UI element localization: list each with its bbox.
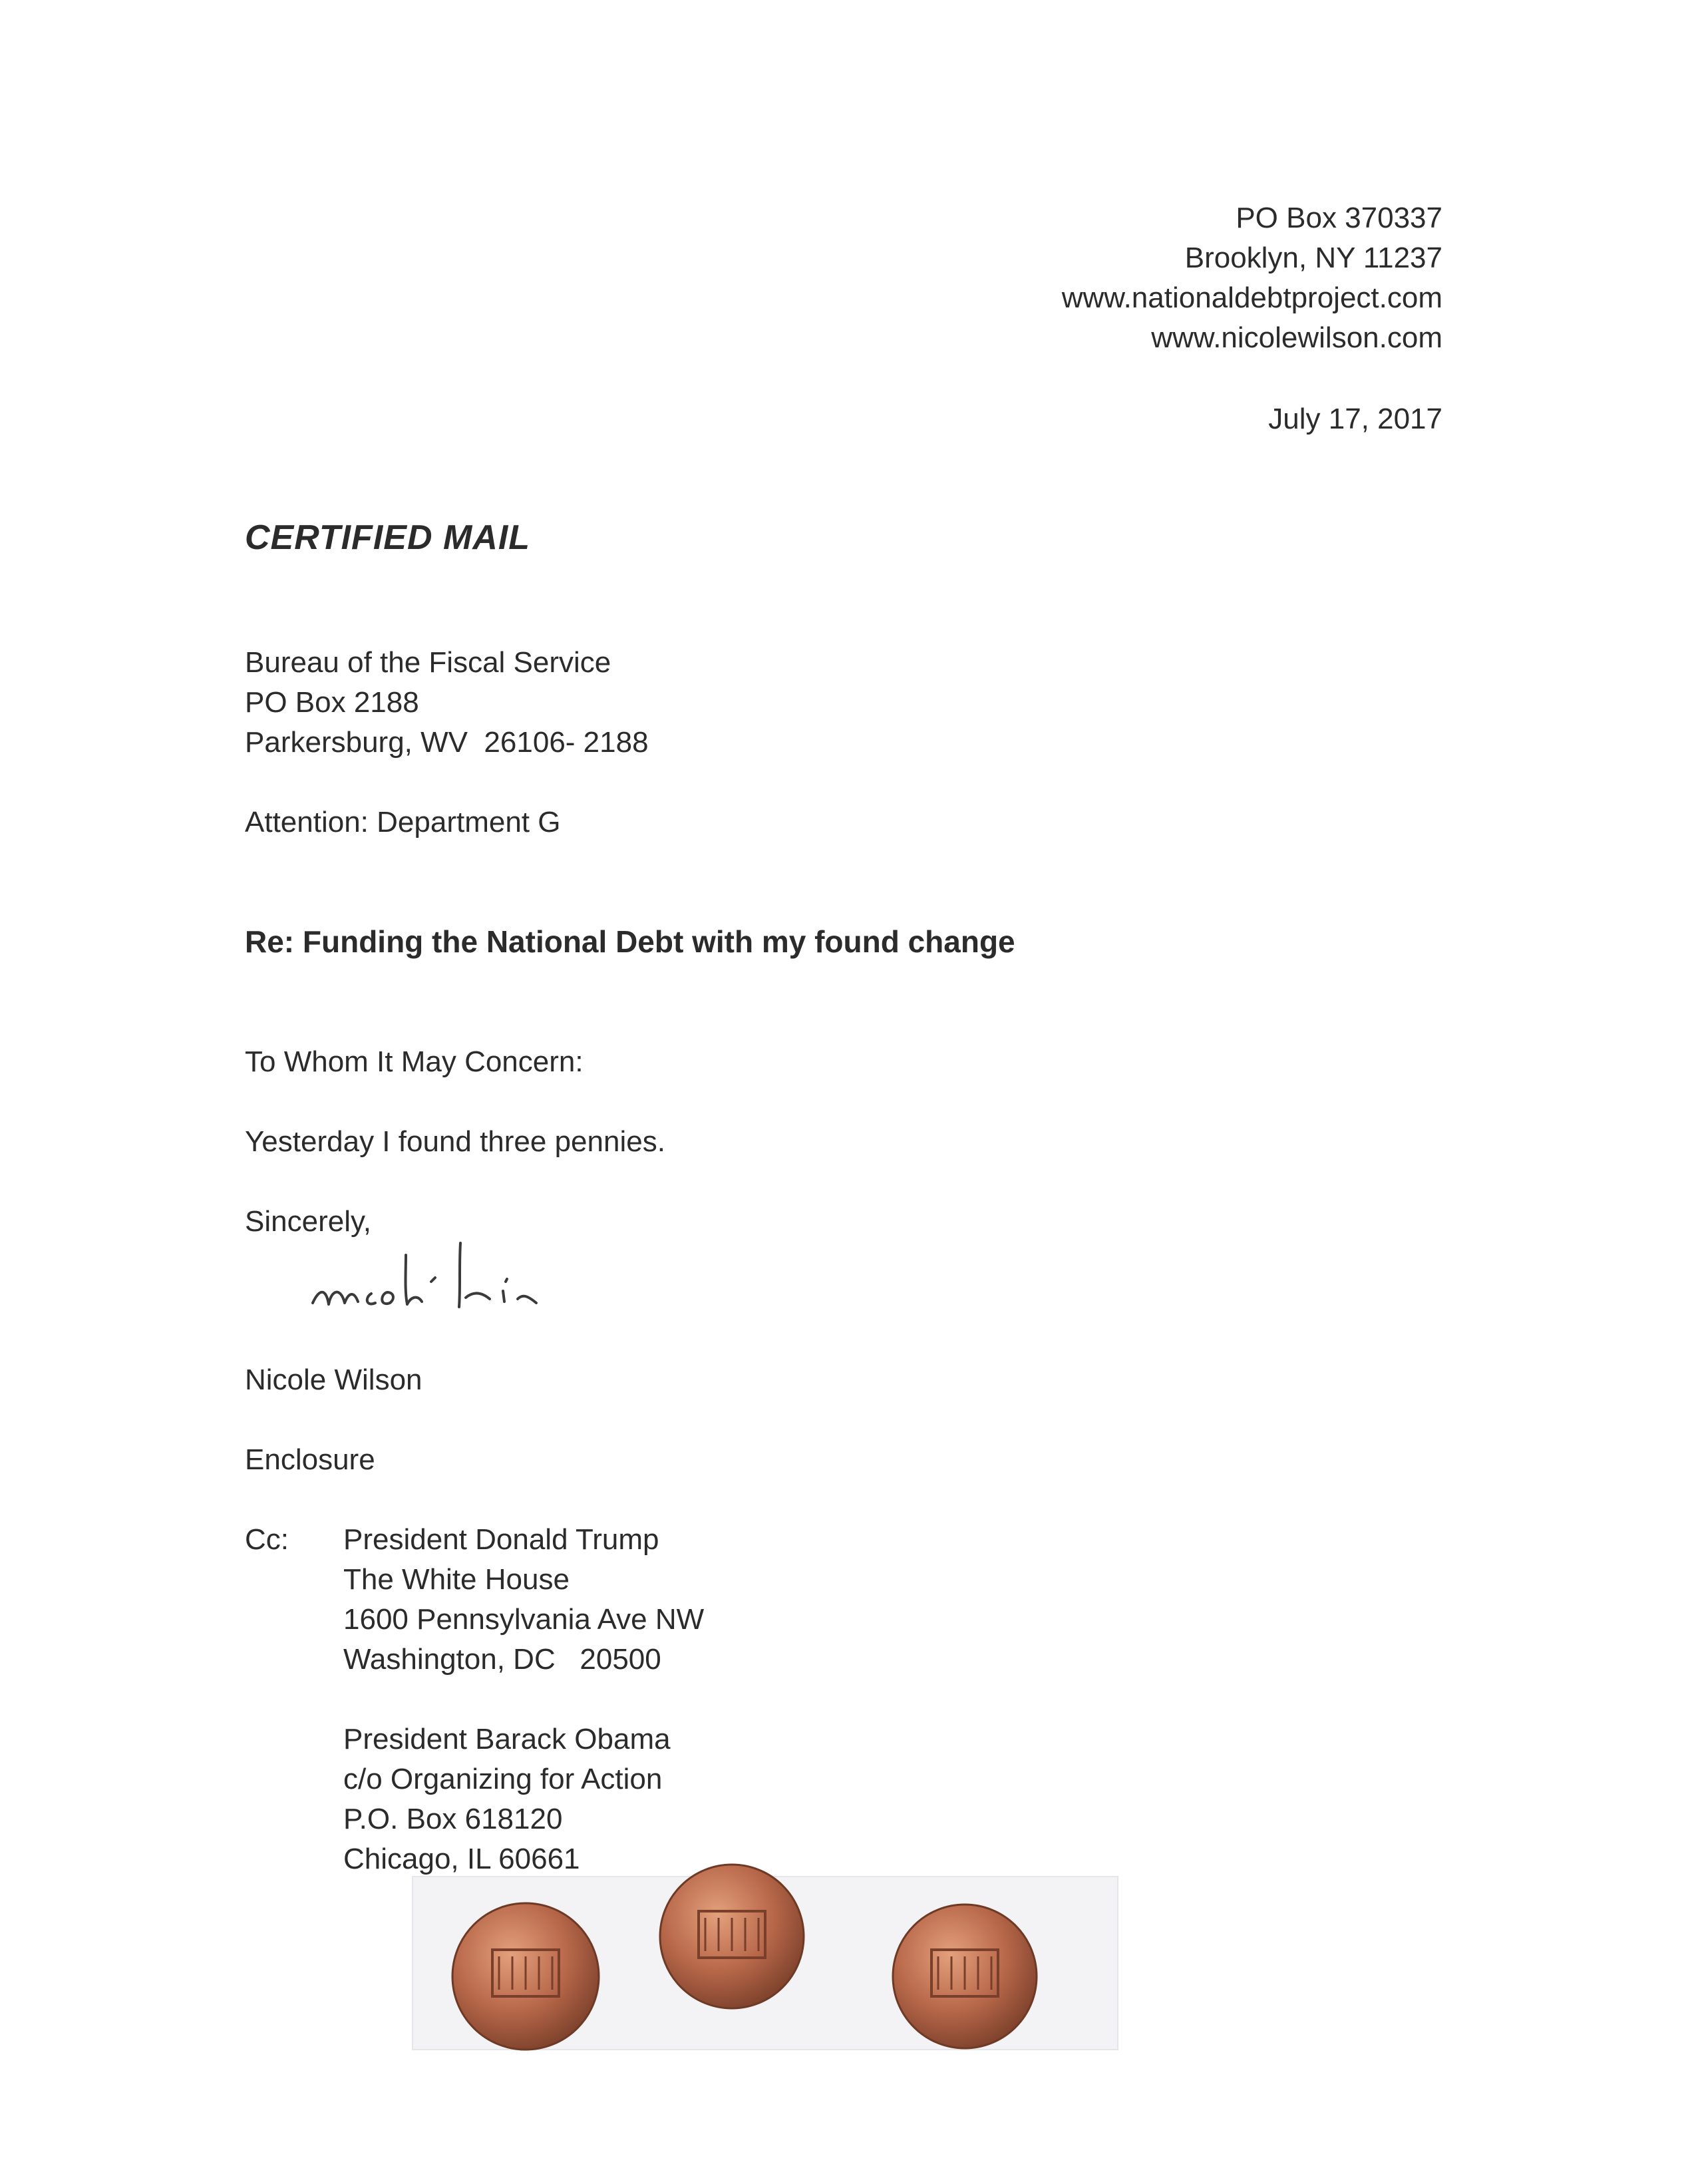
cc-line: Washington, DC 20500 [343,1643,661,1676]
cc-line: President Donald Trump [343,1523,659,1556]
cc-label: Cc: [245,1523,289,1556]
recipient-line: Parkersburg, WV 26106- 2188 [245,726,649,759]
cc-line: P.O. Box 618120 [343,1803,563,1835]
penny-coin [893,1905,1037,2048]
salutation: To Whom It May Concern: [245,1045,584,1078]
sender-line: PO Box 370337 [1236,202,1442,234]
signer-name: Nicole Wilson [245,1364,422,1396]
cc-recipient [343,1520,704,1680]
sender-line: www.nicolewilson.com [1151,321,1442,354]
taped-pennies [399,1850,1131,2076]
cc-line: President Barack Obama [343,1723,671,1755]
certified-mail-heading: CERTIFIED MAIL [245,518,531,557]
closing: Sincerely, [245,1205,371,1238]
penny-coin [660,1865,804,2008]
cc-line: Chicago, IL 60661 [343,1843,580,1875]
penny-coin [452,1903,599,2050]
sender-line: Brooklyn, NY 11237 [1184,242,1442,274]
sender-line: www.nationaldebtproject.com [1061,281,1442,314]
recipient-line: Bureau of the Fiscal Service [245,646,611,679]
cc-line: The White House [343,1563,570,1596]
recipient-line: PO Box 2188 [245,686,419,719]
letter-body: Yesterday I found three pennies. [245,1125,665,1158]
cc-line: 1600 Pennsylvania Ave NW [343,1603,705,1636]
recipient-address [245,643,649,763]
cc-line: c/o Organizing for Action [343,1763,663,1795]
attention-line: Attention: Department G [245,806,561,838]
subject-line: Re: Funding the National Debt with my found change [245,924,1015,959]
letter-date: July 17, 2017 [1268,403,1442,435]
sender-address [1062,198,1442,358]
handwritten-signature [306,1224,732,1331]
enclosure-note: Enclosure [245,1443,375,1476]
